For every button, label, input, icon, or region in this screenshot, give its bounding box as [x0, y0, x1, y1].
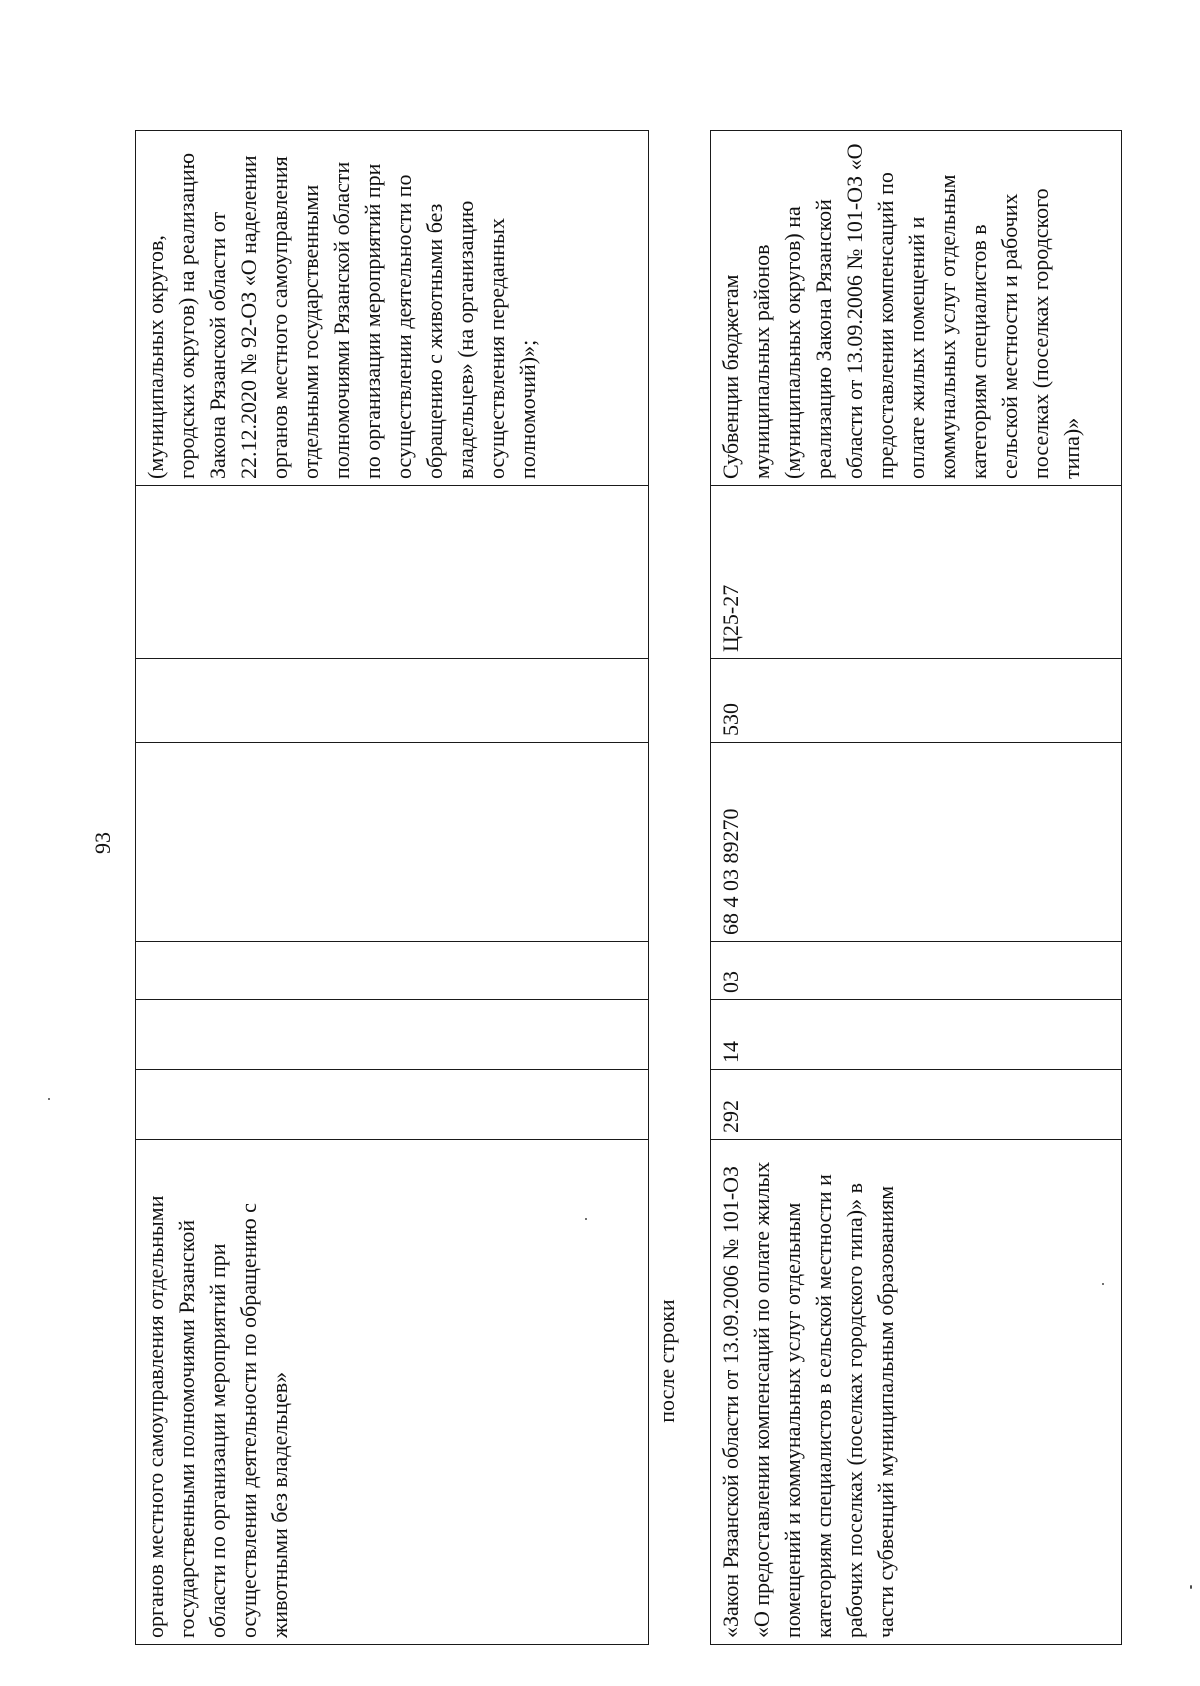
scan-speck: [1190, 1585, 1192, 1589]
cell-expense-type: [136, 659, 649, 743]
cell-target-article: [136, 743, 649, 942]
cell-subsection: 03: [711, 942, 1122, 1000]
cell-code: Ц25-27: [711, 486, 1122, 659]
cell-target-article: 68 4 03 89270: [711, 743, 1122, 942]
scan-speck: [585, 1218, 587, 1220]
cell-section: [136, 1000, 649, 1070]
scan-speck: [48, 1098, 50, 1100]
cell-subsection: [136, 942, 649, 1000]
cell-section: 14: [711, 1000, 1122, 1070]
table-bottom: [710, 130, 1122, 1645]
cell-ministry: [136, 1070, 649, 1140]
scan-speck: [1102, 1283, 1104, 1285]
cell-name: «Закон Рязанской области от 13.09.2006 № 101-ОЗ «О предоставлении компенсаций по оплате жилых помещений и коммунальных услуг отдельным категориям специалистов в сельской местности и рабочих поселках (поселках городского типа)» в части субвенций муниципальным образованиям: [711, 1140, 1122, 1645]
cell-description: Субвенции бюджетам муниципальных районов (муниципальных округов) на реализацию Закона Рязанской области от 13.09.2006 № 101-ОЗ «О предоставлении компенсаций по оплате жилых помещений и коммунальных услуг отдельным категориям специалистов в сельской местности и рабочих поселках (поселках городского типа)»: [711, 131, 1122, 486]
after-row-label: после строки: [654, 1299, 679, 1423]
table-row: [136, 131, 649, 1645]
cell-code: [136, 486, 649, 659]
cell-name: органов местного самоуправления отдельными государственными полномочиями Рязанской области по организации мероприятий при осуществлении деятельности по обращению с животными без владельцев»: [136, 1140, 649, 1645]
table-row: [711, 131, 1122, 1645]
cell-ministry: 292: [711, 1070, 1122, 1140]
cell-expense-type: 530: [711, 659, 1122, 743]
table-top: [135, 130, 649, 1645]
page-number: 93: [90, 832, 115, 854]
cell-description: (муниципальных округов, городских округов) на реализацию Закона Рязанской области от 22.12.2020 № 92-ОЗ «О наделении органов местного самоуправления отдельными государственными полномочиями Рязанской области по организации мероприятий при осуществлении деятельности по обращению с животными без владельцев» (на организацию осуществления переданных полномочий)»;: [136, 131, 649, 486]
